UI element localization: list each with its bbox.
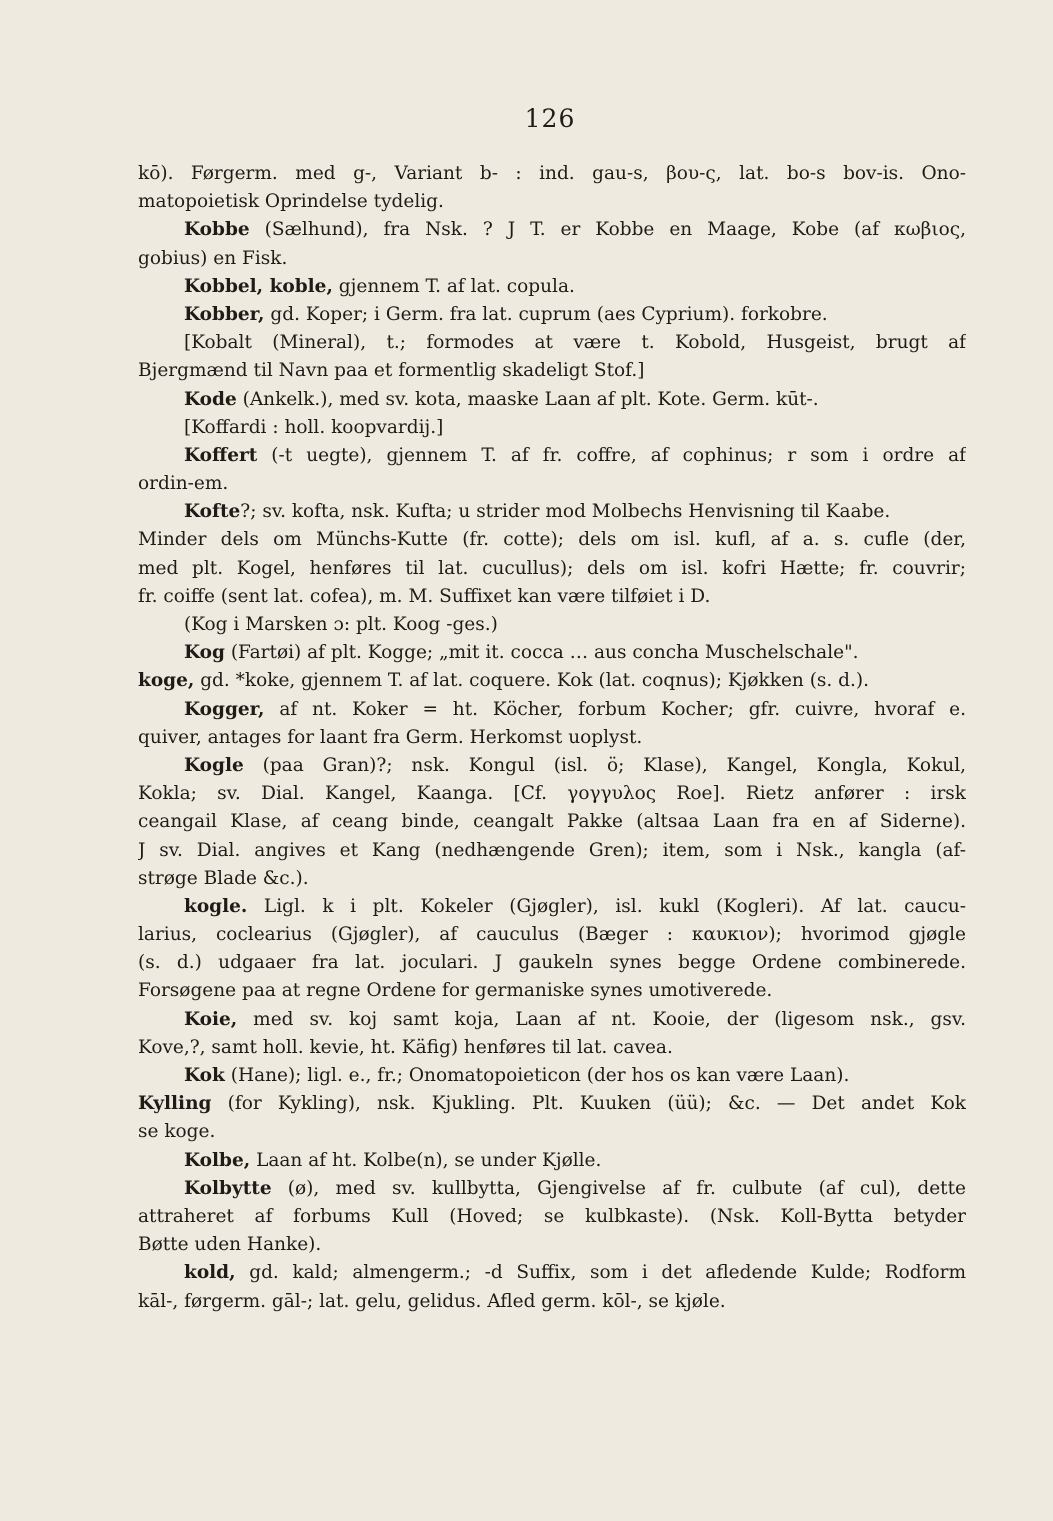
text-line	[138, 583, 966, 611]
line-text: ?; sv. kofta, nsk. Kufta; u strider mod Molbechs Henvisning til Kaabe.	[240, 501, 891, 523]
line-text: af nt. Koker = ht. Köcher, forbum Kocher; gfr. cuivre, hvoraf e.	[264, 698, 966, 720]
text-line	[138, 808, 966, 836]
text-line	[138, 1147, 966, 1175]
line-text: Bjergmænd til Navn paa et formentlig skadeligt Stof.]	[138, 360, 645, 382]
line-text: attraheret af forbums Kull (Hoved; se kulbkaste). (Nsk. Koll-Bytta betyder	[138, 1205, 966, 1227]
line-text: (-t uegte), gjennem T. af fr. coffre, af cophinus; r som i ordre af	[257, 444, 966, 466]
text-line	[138, 724, 966, 752]
text-line	[138, 386, 966, 414]
text-line	[138, 160, 966, 188]
line-text: med sv. koj samt koja, Laan af nt. Kooie, der (ligesom nsk., gsv.	[237, 1008, 966, 1030]
line-text: Ligl. k i plt. Kokeler (Gjøgler), isl. kukl (Kogleri). Af lat. caucu-	[247, 895, 966, 917]
text-line	[138, 1259, 966, 1287]
line-text: ordin-em.	[138, 473, 229, 495]
line-text: Laan af ht. Kolbe(n), se under Kjølle.	[250, 1149, 602, 1171]
line-text: gd. *koke, gjennem T. af lat. coquere. Kok (lat. coqnus); Kjøkken (s. d.).	[194, 670, 869, 692]
text-line	[138, 1118, 966, 1146]
line-text: (ø), med sv. kullbytta, Gjengivelse af fr. culbute (af cul), dette	[271, 1177, 966, 1199]
line-text: Minder dels om Münchs-Kutte (fr. cotte); dels om isl. kufl, af a. s. cufle (der,	[138, 529, 966, 551]
line-text: larius, coclearius (Gjøgler), af cauculus (Bæger : καυκιον); hvorimod gjøgle	[138, 924, 966, 946]
text-line	[138, 357, 966, 385]
text-line	[138, 1090, 966, 1118]
headword: Kog	[184, 642, 225, 664]
text-line	[138, 414, 966, 442]
line-text: Forsøgene paa at regne Ordene for germaniske synes umotiverede.	[138, 980, 773, 1002]
line-text: ceangail Klase, af ceang binde, ceangalt Pakke (altsaa Laan fra en af Siderne).	[138, 811, 966, 833]
line-text: kō). Førgerm. med g-, Variant b- : ind. gau-s, βου-ς, lat. bo-s bov-is. Ono-	[138, 163, 966, 184]
headword: Kolbe,	[184, 1149, 251, 1171]
text-line	[138, 639, 966, 667]
line-text: (Hane); ligl. e., fr.; Onomatopoieticon (der hos os kan være Laan).	[224, 1065, 850, 1086]
headword: kold,	[184, 1262, 236, 1284]
line-text: matopoietisk Oprindelse tydelig.	[138, 191, 444, 213]
line-text: fr. coiffe (sent lat. cofea), m. M. Suffixet kan være tilføiet i D.	[138, 585, 711, 607]
text-line	[138, 977, 966, 1005]
line-text: strøge Blade &c.).	[138, 867, 309, 889]
headword: Koffert	[184, 444, 258, 466]
headword: Koie,	[184, 1008, 238, 1030]
line-text: [Koffardi : holl. koopvardij.]	[184, 416, 444, 438]
text-line	[138, 188, 966, 216]
line-text: (s. d.) udgaaer fra lat. joculari. J gaukeln synes begge Ordene combinerede.	[138, 952, 966, 974]
text-line	[138, 667, 966, 695]
page-number: 126	[524, 104, 576, 133]
text-line	[138, 442, 966, 470]
line-text: [Kobalt (Mineral), t.; formodes at være t. Kobold, Husgeist, brugt af	[184, 332, 966, 354]
text-line	[138, 498, 966, 526]
text-line	[138, 921, 966, 949]
text-line	[138, 865, 966, 893]
text-line	[138, 1062, 966, 1090]
text-line	[138, 245, 966, 273]
line-text: Kove,?, samt holl. kevie, ht. Käfig) henføres til lat. cavea.	[138, 1036, 673, 1058]
text-line	[138, 470, 966, 498]
text-line	[138, 1203, 966, 1231]
text-line	[138, 555, 966, 583]
line-text: (Sælhund), fra Nsk. ? J T. er Kobbe en Maage, Kobe (af κωβιος,	[249, 219, 966, 241]
line-text: (paa Gran)?; nsk. Kongul (isl. ö; Klase), Kangel, Kongla, Kokul,	[243, 754, 966, 776]
text-line	[138, 329, 966, 357]
line-text: (Ankelk.), med sv. kota, maaske Laan af plt. Kote. Germ. kūt-.	[236, 388, 819, 410]
line-text: se koge.	[138, 1121, 216, 1143]
text-line	[138, 780, 966, 808]
headword: Kobbe	[184, 219, 250, 241]
text-line	[138, 301, 966, 329]
headword: Kogle	[184, 754, 244, 776]
text-line	[138, 752, 966, 780]
text-line	[138, 1006, 966, 1034]
line-text: Bøtte uden Hanke).	[138, 1234, 322, 1256]
line-text: med plt. Kogel, henføres til lat. cucullus); dels om isl. kofri Hætte; fr. couvrir;	[138, 557, 966, 579]
headword: kogle.	[184, 895, 248, 917]
headword: Kode	[184, 388, 237, 410]
headword: Kobbel, koble,	[184, 275, 333, 297]
headword: koge,	[138, 670, 195, 692]
line-text: J sv. Dial. angives et Kang (nedhængende Gren); item, som i Nsk., kangla (af-	[138, 839, 966, 861]
text-line	[138, 1034, 966, 1062]
text-line	[138, 1175, 966, 1203]
text-line	[138, 273, 966, 301]
line-text: Kokla; sv. Dial. Kangel, Kaanga. [Cf. γογγυλος Roe]. Rietz anfører : irsk	[138, 783, 966, 805]
text-line	[138, 949, 966, 977]
line-text: quiver, antages for laant fra Germ. Herkomst uoplyst.	[138, 726, 643, 748]
line-text: (Fartøi) af plt. Kogge; „mit it. cocca … aus concha Muschelschale".	[224, 642, 859, 664]
line-text: (Kog i Marsken ɔ: plt. Koog -ges.)	[184, 614, 498, 635]
headword: Kylling	[138, 1093, 212, 1115]
text-line	[138, 893, 966, 921]
text-line	[138, 696, 966, 724]
headword: Kok	[184, 1065, 225, 1086]
line-text: gd. Koper; i Germ. fra lat. cuprum (aes Cyprium). forkobre.	[264, 303, 828, 325]
text-line	[138, 216, 966, 244]
text-line	[138, 526, 966, 554]
line-text: kāl-, førgerm. gāl-; lat. gelu, gelidus. Afled germ. kōl-, se kjøle.	[138, 1290, 726, 1312]
line-text: gd. kald; almengerm.; -d Suffix, som i det afledende Kulde; Rodform	[235, 1262, 966, 1284]
headword: Kobber,	[184, 303, 265, 325]
line-text: gjennem T. af lat. copula.	[332, 275, 575, 297]
line-text: gobius) en Fisk.	[138, 247, 288, 269]
page-text	[138, 160, 966, 1316]
text-line	[138, 611, 966, 639]
text-line	[138, 1231, 966, 1259]
headword: Kofte	[184, 501, 241, 523]
headword: Kolbytte	[184, 1177, 272, 1199]
text-line	[138, 837, 966, 865]
line-text: (for Kykling), nsk. Kjukling. Plt. Kuuken (üü); &c. — Det andet Kok	[211, 1093, 966, 1115]
headword: Kogger,	[184, 698, 265, 720]
text-line	[138, 1288, 966, 1316]
